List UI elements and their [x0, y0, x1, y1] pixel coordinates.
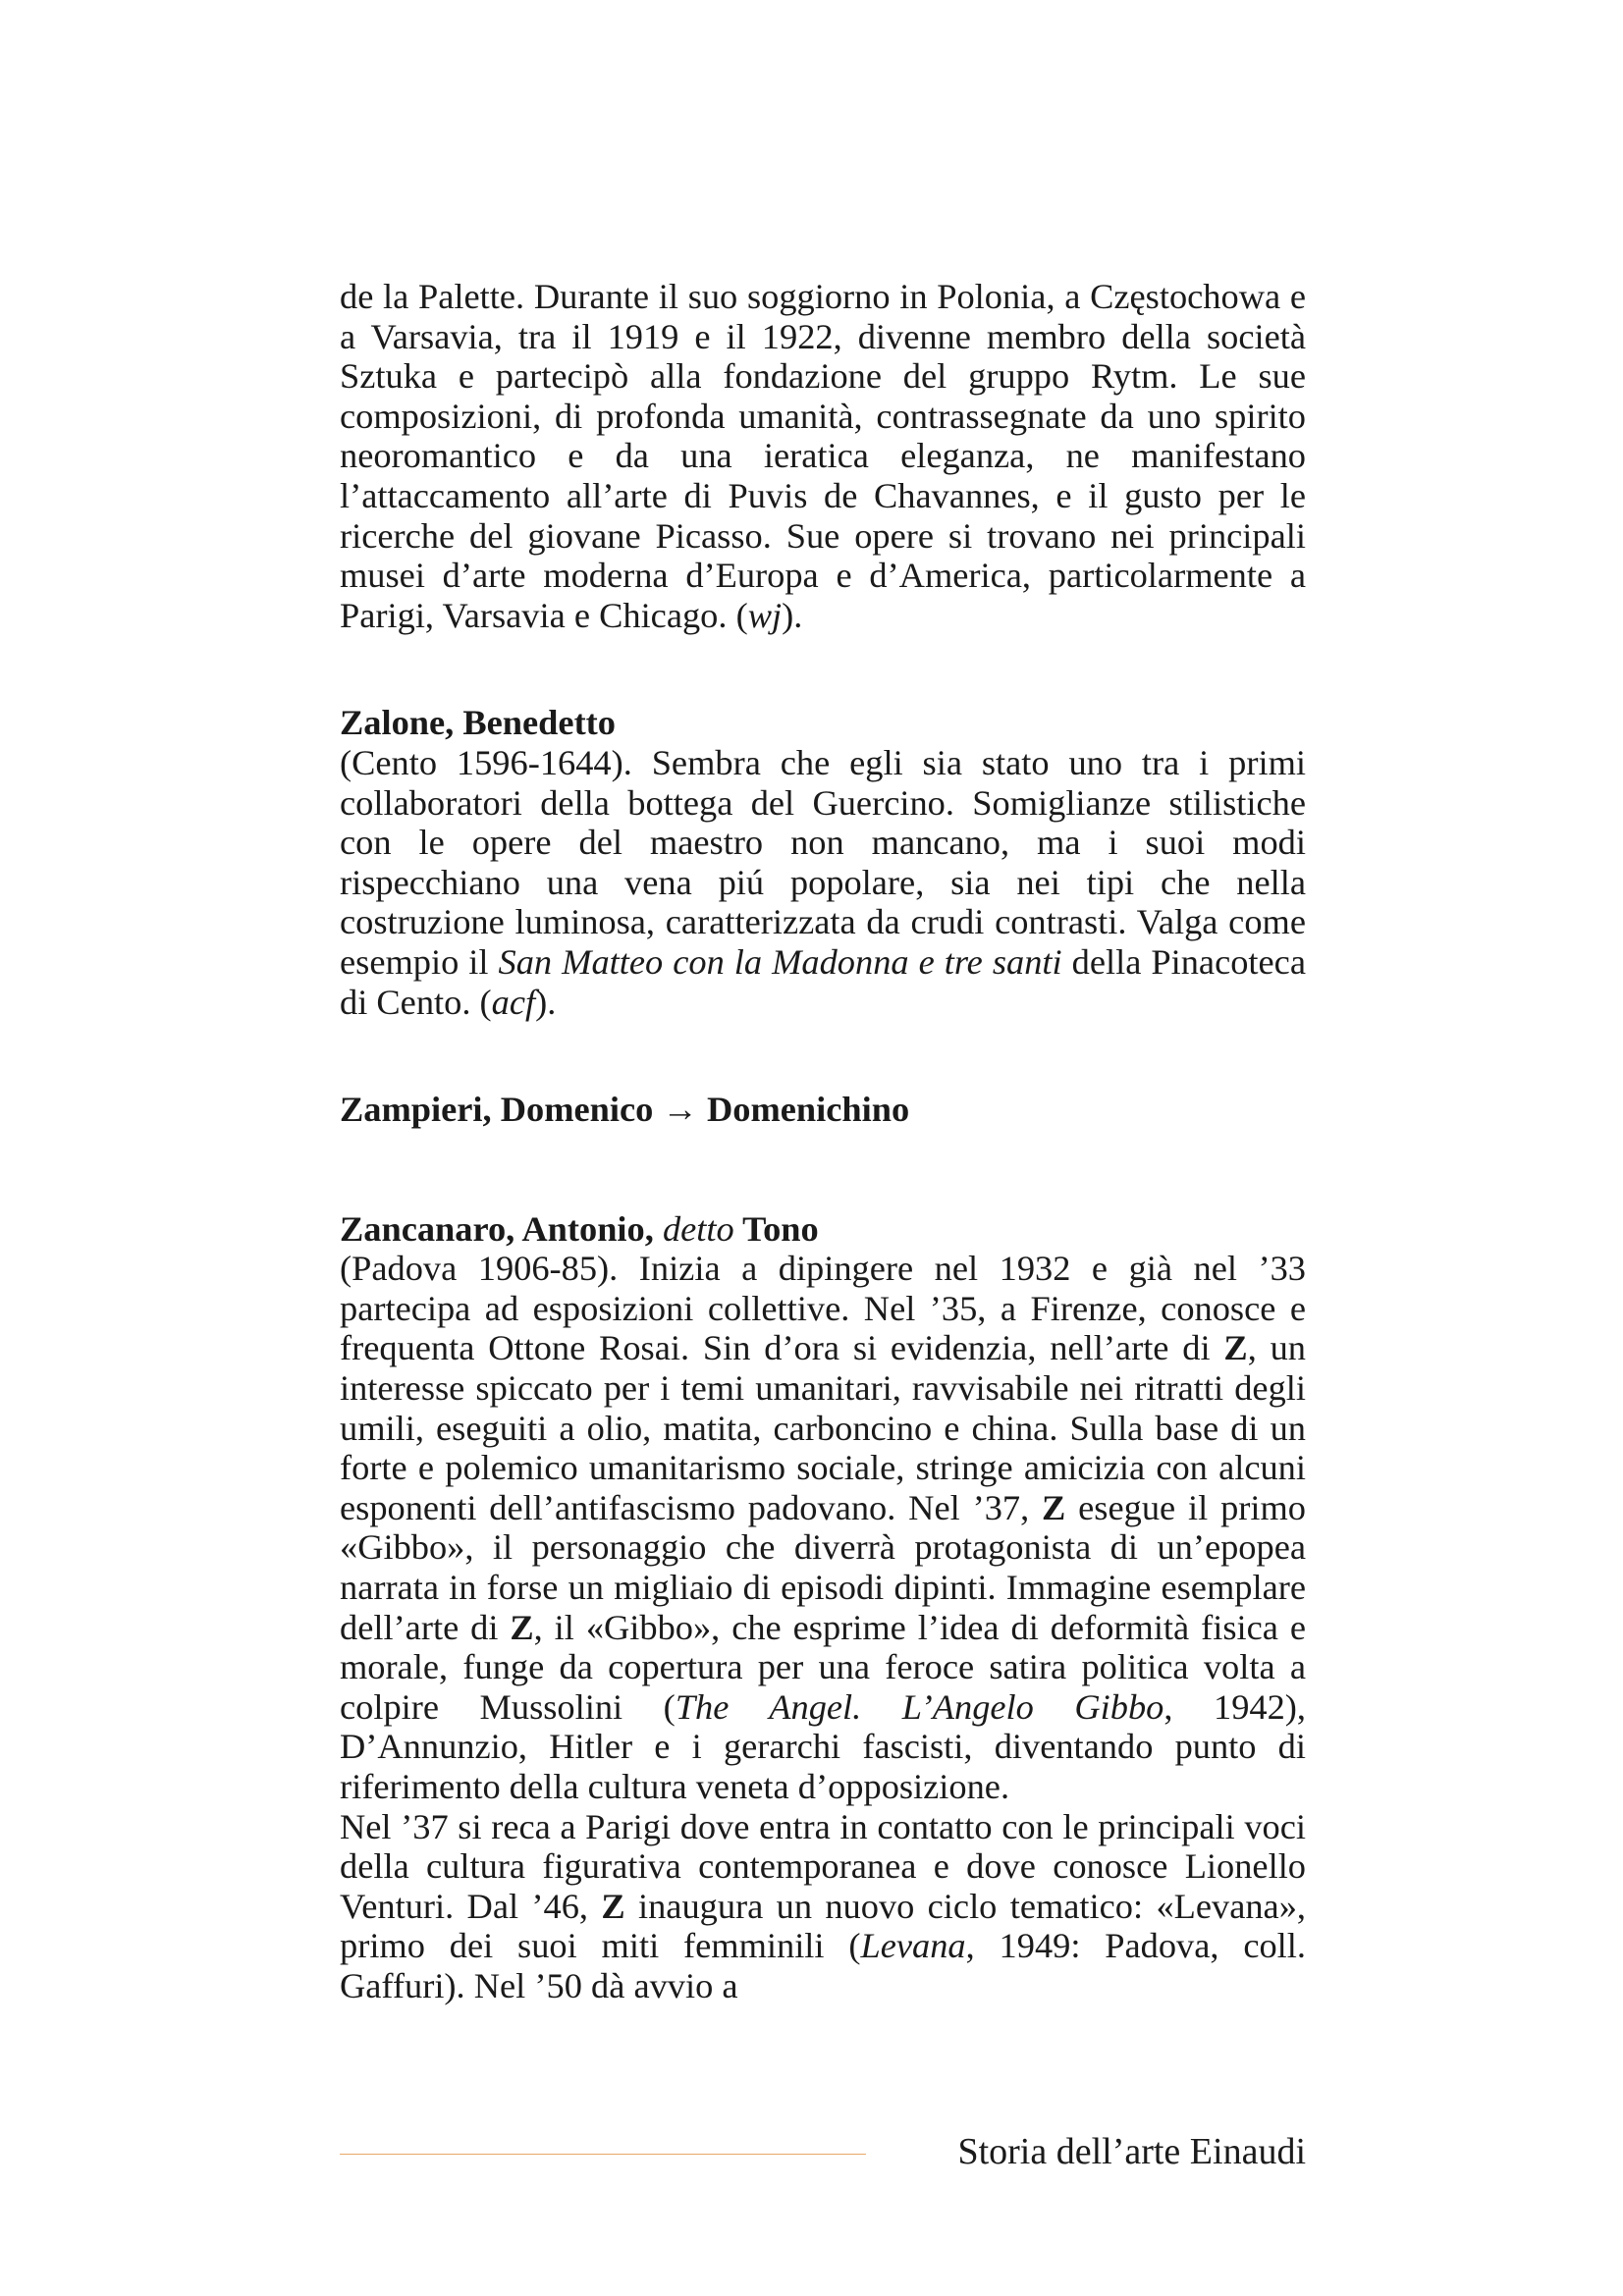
- entry-initial: Z: [510, 1607, 534, 1647]
- entry-initial: Z: [601, 1886, 625, 1926]
- zancanaro-text: (Padova 1906-85). Inizia a dipingere nel 1932 e già nel ’33 partecipa ad esposizioni collettive. Nel ’35, a Firenze, conosce e frequenta Ottone Rosai. Sin d’ora si evidenzia, nell’arte di: [340, 1249, 1306, 1368]
- heading-detto: detto: [662, 1208, 734, 1249]
- zancanaro-text: inaugura un nuovo ciclo tematico: «Levana», primo dei suoi miti femminili (: [340, 1886, 1307, 1966]
- entry-heading-zalone: Zalone, Benedetto: [340, 703, 616, 743]
- zancanaro-text: , 1949: Padova, coll. Gaffuri). Nel ’50 dà avvio a: [340, 1926, 1306, 2005]
- author-sigla: wj: [747, 595, 783, 635]
- artwork-title: San Matteo con la Madonna e tre santi: [498, 941, 1062, 982]
- intro-paragraph: [340, 277, 1306, 635]
- zalone-text: (Cento 1596-1644). Sembra che egli sia stato uno tra i primi collaboratori della bottega del Guercino. Somiglianze stilistiche con le opere del maestro non mancano, ma i suoi modi rispecchiano una vena piú popolare, sia nei tipi che nella costruzione luminosa, caratterizzata da crudi contrasti. Valga come esempio il: [340, 742, 1306, 982]
- page-footer: [340, 2124, 1306, 2183]
- zancanaro-text: , il «Gibbo», che esprime l’idea di deformità fisica e morale, funge da copertura per una feroce satira politica volta a colpire Mussolini (: [340, 1607, 1306, 1727]
- footer-title: Storia dell’arte Einaudi: [957, 2131, 1306, 2172]
- author-sigla: acf: [491, 982, 536, 1022]
- entry-heading-zancanaro: [340, 1209, 1306, 1250]
- zancanaro-text: , un interesse spiccato per i temi umanitari, ravvisabile nei ritratti degli umili, eseguiti a olio, matita, carboncino e china. Sulla base di un forte e polemico umanitarismo sociale, stringe amicizia con alcuni esponenti dell’antifascismo padovano. Nel ’37,: [340, 1328, 1306, 1527]
- heading-alias: Tono: [742, 1208, 819, 1249]
- entry-body-zancanaro-p2: [340, 1807, 1306, 2006]
- zalone-close: ).: [535, 982, 557, 1022]
- entry-initial: Z: [1223, 1328, 1248, 1368]
- zancanaro-text: esegue il primo «Gibbo», il personaggio che diverrà protagonista di un’epopea narrata in forse un migliaio di episodi dipinti. Immagine esemplare dell’arte di: [340, 1487, 1306, 1647]
- intro-close: ).: [782, 595, 803, 635]
- intro-text: de la Palette. Durante il suo soggiorno in Polonia, a Częstochowa e a Varsavia, tra il 1919 e il 1922, divenne membro della società Sztuka e partecipò alla fondazione del gruppo Rytm. Le sue composizioni, di profonda umanità, contrassegnate da uno spirito neoromantico e da una ieratica eleganza, ne manifestano l’attaccamento all’arte di Puvis de Chavannes, e il gusto per le ricerche del giovane Picasso. Sue opere si trovano nei principali musei d’arte moderna d’Europa e d’America, particolarmente a Parigi, Varsavia e Chicago. (: [340, 277, 1306, 635]
- zancanaro-text: , 1942), D’Annunzio, Hitler e i gerarchi fascisti, diventando punto di riferimento della cultura veneta d’opposizione.: [340, 1686, 1306, 1806]
- spacer: [340, 1130, 1306, 1209]
- spacer: [340, 1022, 1306, 1090]
- artwork-title: The Angel. L’Angelo Gibbo: [675, 1686, 1164, 1727]
- page-body: [340, 277, 1306, 2006]
- zancanaro-text: Nel ’37 si reca a Parigi dove entra in contatto con le principali voci della cultura figurativa contemporanea e dove conosce Lionello Venturi. Dal ’46,: [340, 1806, 1306, 1926]
- entry-heading-zampieri: Zampieri, Domenico → Domenichino: [340, 1090, 910, 1130]
- footer-rule: [340, 2154, 866, 2155]
- artwork-title: Levana: [860, 1926, 966, 1966]
- entry-initial: Z: [1042, 1487, 1066, 1527]
- heading-name: Zancanaro, Antonio,: [340, 1208, 654, 1249]
- entry-body-zalone: [340, 743, 1306, 1022]
- entry-body-zancanaro-p1: [340, 1249, 1306, 1806]
- zalone-text: della Pinacoteca di Cento. (: [340, 941, 1306, 1022]
- spacer: [340, 635, 1306, 703]
